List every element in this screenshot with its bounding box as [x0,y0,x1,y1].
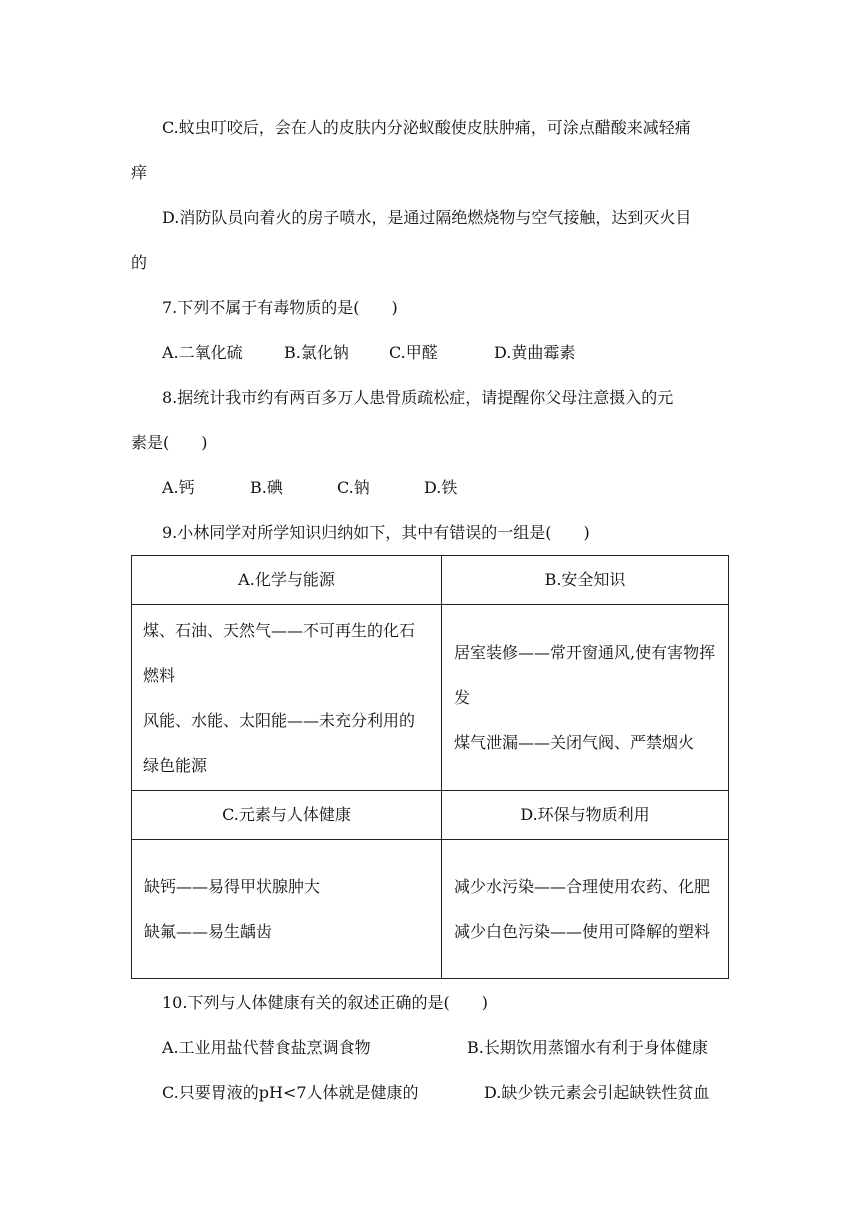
cell-d-line-2: 减少白色污染——使用可降解的塑料 [454,922,711,941]
q8-option-b: B.碘 [250,478,283,497]
q10-stem: 10.下列与人体健康有关的叙述正确的是( ) [162,993,488,1012]
cell-b-line-2: 煤气泄漏——关闭气阀、严禁烟火 [454,733,695,752]
table-cell-d [442,840,729,979]
q9-stem: 9.小林同学对所学知识归纳如下，其中有错误的一组是( ) [162,523,590,542]
q7-option-d: D.黄曲霉素 [494,343,576,362]
cell-d-line-1: 减少水污染——合理使用农药、化肥 [454,877,711,896]
table-head-d: D.环保与物质利用 [442,791,729,840]
q10-option-d: D.缺少铁元素会引起缺铁性贫血 [484,1083,710,1102]
table-cell-b [442,605,729,791]
q8-stem-line1: 8.据统计我市约有两百多万人患骨质疏松症，请提醒你父母注意摄入的元 [162,388,674,407]
table-head-c: C.元素与人体健康 [132,791,442,840]
q8-option-d: D.铁 [424,478,458,497]
q10-option-b: B.长期饮用蒸馏水有利于身体健康 [467,1038,708,1057]
q6-option-d-line2: 的 [131,253,148,272]
q6-option-c-line2: 痒 [131,163,148,182]
q6-option-c-line1: C.蚊虫叮咬后，会在人的皮肤内分泌蚁酸使皮肤肿痛，可涂点醋酸来减轻痛 [162,118,691,137]
cell-c-line-2: 缺氟——易生龋齿 [144,922,273,941]
table-head-a: A.化学与能源 [132,556,442,605]
q8-stem-line2: 素是( ) [131,433,208,452]
cell-b-line-1: 居室装修——常开窗通风,使有害物挥发 [454,643,716,707]
q8-option-a: A.钙 [162,478,195,497]
q9-table [131,555,729,979]
q10-option-a: A.工业用盐代替食盐烹调食物 [162,1038,371,1057]
q7-stem: 7.下列不属于有毒物质的是( ) [162,298,398,317]
q8-option-c: C.钠 [337,478,370,497]
q7-option-c: C.甲醛 [389,343,438,362]
q6-option-d-line1: D.消防队员向着火的房子喷水，是通过隔绝燃烧物与空气接触，达到灭火目 [162,208,692,227]
q7-option-b: B.氯化钠 [284,343,349,362]
cell-c-line-1: 缺钙——易得甲状腺肿大 [144,877,321,896]
cell-a-line-2: 风能、水能、太阳能——未充分利用的绿色能源 [143,710,416,775]
cell-a-line-1: 煤、石油、天然气——不可再生的化石燃料 [143,620,416,685]
q7-option-a: A.二氧化硫 [162,343,243,362]
table-cell-c [132,840,442,979]
table-cell-a [132,605,442,791]
q10-option-c: C.只要胃液的pH<7人体就是健康的 [162,1083,419,1102]
table-head-b: B.安全知识 [442,556,729,605]
